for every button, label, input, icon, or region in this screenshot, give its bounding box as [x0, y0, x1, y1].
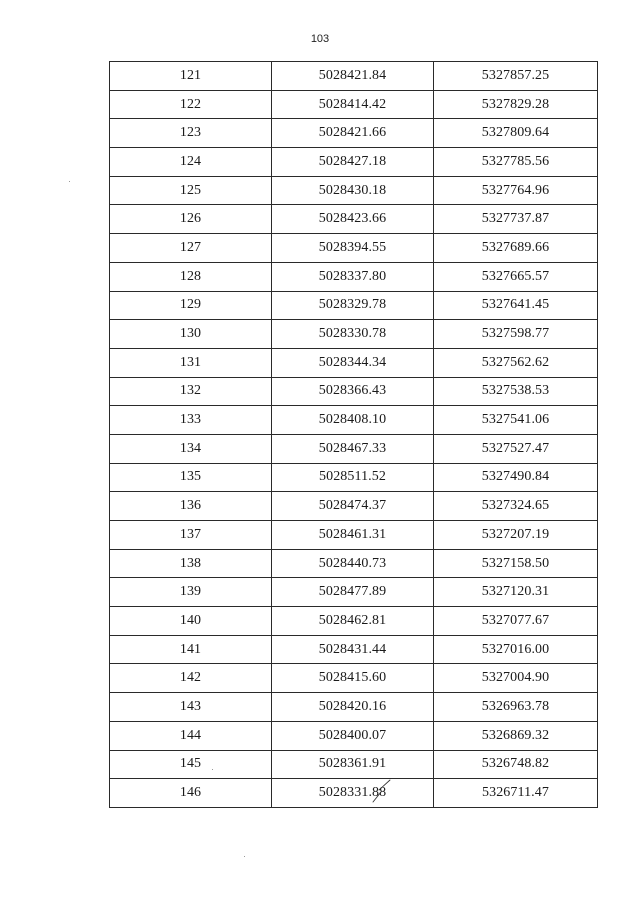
point-number-cell: 131 — [110, 348, 272, 377]
y-coordinate-cell: 5327785.56 — [434, 148, 598, 177]
table-row — [110, 463, 598, 492]
coordinates-table-body — [110, 62, 598, 808]
scan-speck — [212, 769, 213, 770]
y-coordinate-cell: 5327538.53 — [434, 377, 598, 406]
point-number-cell: 144 — [110, 721, 272, 750]
x-coordinate-cell: 5028467.33 — [272, 434, 434, 463]
point-number-cell: 141 — [110, 635, 272, 664]
table-row — [110, 377, 598, 406]
y-coordinate-cell: 5327527.47 — [434, 434, 598, 463]
point-number-cell: 134 — [110, 434, 272, 463]
point-number-cell: 136 — [110, 492, 272, 521]
table-row — [110, 348, 598, 377]
table-row — [110, 320, 598, 349]
y-coordinate-cell: 5327737.87 — [434, 205, 598, 234]
x-coordinate-cell: 5028440.73 — [272, 549, 434, 578]
y-coordinate-cell: 5327598.77 — [434, 320, 598, 349]
point-number-cell: 142 — [110, 664, 272, 693]
y-coordinate-cell: 5327562.62 — [434, 348, 598, 377]
point-number-cell: 125 — [110, 176, 272, 205]
y-coordinate-cell: 5327120.31 — [434, 578, 598, 607]
x-coordinate-cell: 5028330.78 — [272, 320, 434, 349]
x-coordinate-cell: 5028344.34 — [272, 348, 434, 377]
x-coordinate-cell: 5028477.89 — [272, 578, 434, 607]
x-coordinate-cell: 5028394.55 — [272, 234, 434, 263]
x-coordinate-cell: 5028511.52 — [272, 463, 434, 492]
page-number: 103 — [310, 33, 330, 45]
table-row — [110, 205, 598, 234]
x-coordinate-cell: 5028361.91 — [272, 750, 434, 779]
table-row — [110, 750, 598, 779]
x-coordinate-cell: 5028331.88 — [272, 779, 434, 808]
y-coordinate-cell: 5327641.45 — [434, 291, 598, 320]
table-row — [110, 434, 598, 463]
x-coordinate-cell: 5028414.42 — [272, 90, 434, 119]
x-coordinate-cell: 5028329.78 — [272, 291, 434, 320]
x-coordinate-cell: 5028461.31 — [272, 521, 434, 550]
point-number-cell: 140 — [110, 607, 272, 636]
x-coordinate-cell: 5028421.84 — [272, 62, 434, 91]
table-row — [110, 721, 598, 750]
point-number-cell: 133 — [110, 406, 272, 435]
y-coordinate-cell: 5327077.67 — [434, 607, 598, 636]
point-number-cell: 121 — [110, 62, 272, 91]
table-row — [110, 521, 598, 550]
x-coordinate-cell: 5028421.66 — [272, 119, 434, 148]
x-coordinate-cell: 5028415.60 — [272, 664, 434, 693]
table-row — [110, 693, 598, 722]
x-coordinate-cell: 5028337.80 — [272, 262, 434, 291]
point-number-cell: 135 — [110, 463, 272, 492]
point-number-cell: 139 — [110, 578, 272, 607]
x-coordinate-cell: 5028462.81 — [272, 607, 434, 636]
y-coordinate-cell: 5327541.06 — [434, 406, 598, 435]
point-number-cell: 130 — [110, 320, 272, 349]
point-number-cell: 129 — [110, 291, 272, 320]
x-coordinate-cell: 5028400.07 — [272, 721, 434, 750]
point-number-cell: 126 — [110, 205, 272, 234]
y-coordinate-cell: 5327809.64 — [434, 119, 598, 148]
point-number-cell: 137 — [110, 521, 272, 550]
y-coordinate-cell: 5327665.57 — [434, 262, 598, 291]
scan-speck — [244, 856, 245, 857]
y-coordinate-cell: 5327764.96 — [434, 176, 598, 205]
y-coordinate-cell: 5327207.19 — [434, 521, 598, 550]
point-number-cell: 146 — [110, 779, 272, 808]
x-coordinate-cell: 5028423.66 — [272, 205, 434, 234]
y-coordinate-cell: 5327324.65 — [434, 492, 598, 521]
table-row — [110, 90, 598, 119]
y-coordinate-cell: 5327689.66 — [434, 234, 598, 263]
table-row — [110, 148, 598, 177]
table-row — [110, 492, 598, 521]
y-coordinate-cell: 5327490.84 — [434, 463, 598, 492]
table-row — [110, 234, 598, 263]
table-row — [110, 62, 598, 91]
point-number-cell: 122 — [110, 90, 272, 119]
x-coordinate-cell: 5028431.44 — [272, 635, 434, 664]
scan-speck — [69, 181, 70, 182]
x-coordinate-cell: 5028427.18 — [272, 148, 434, 177]
y-coordinate-cell: 5327158.50 — [434, 549, 598, 578]
y-coordinate-cell: 5327857.25 — [434, 62, 598, 91]
y-coordinate-cell: 5327004.90 — [434, 664, 598, 693]
y-coordinate-cell: 5326869.32 — [434, 721, 598, 750]
table-row — [110, 262, 598, 291]
point-number-cell: 143 — [110, 693, 272, 722]
coordinates-table — [109, 61, 598, 808]
pen-mark — [370, 778, 394, 804]
x-coordinate-cell: 5028408.10 — [272, 406, 434, 435]
point-number-cell: 124 — [110, 148, 272, 177]
y-coordinate-cell: 5326748.82 — [434, 750, 598, 779]
point-number-cell: 127 — [110, 234, 272, 263]
point-number-cell: 123 — [110, 119, 272, 148]
table-row — [110, 578, 598, 607]
y-coordinate-cell: 5326963.78 — [434, 693, 598, 722]
table-row — [110, 664, 598, 693]
point-number-cell: 132 — [110, 377, 272, 406]
point-number-cell: 145 — [110, 750, 272, 779]
table-row — [110, 406, 598, 435]
table-row — [110, 549, 598, 578]
table-row — [110, 779, 598, 808]
x-coordinate-cell: 5028474.37 — [272, 492, 434, 521]
x-coordinate-cell: 5028366.43 — [272, 377, 434, 406]
y-coordinate-cell: 5327829.28 — [434, 90, 598, 119]
table-row — [110, 291, 598, 320]
table-row — [110, 119, 598, 148]
table-row — [110, 635, 598, 664]
table-row — [110, 176, 598, 205]
x-coordinate-cell: 5028420.16 — [272, 693, 434, 722]
y-coordinate-cell: 5326711.47 — [434, 779, 598, 808]
point-number-cell: 138 — [110, 549, 272, 578]
table-row — [110, 607, 598, 636]
x-coordinate-cell: 5028430.18 — [272, 176, 434, 205]
y-coordinate-cell: 5327016.00 — [434, 635, 598, 664]
point-number-cell: 128 — [110, 262, 272, 291]
